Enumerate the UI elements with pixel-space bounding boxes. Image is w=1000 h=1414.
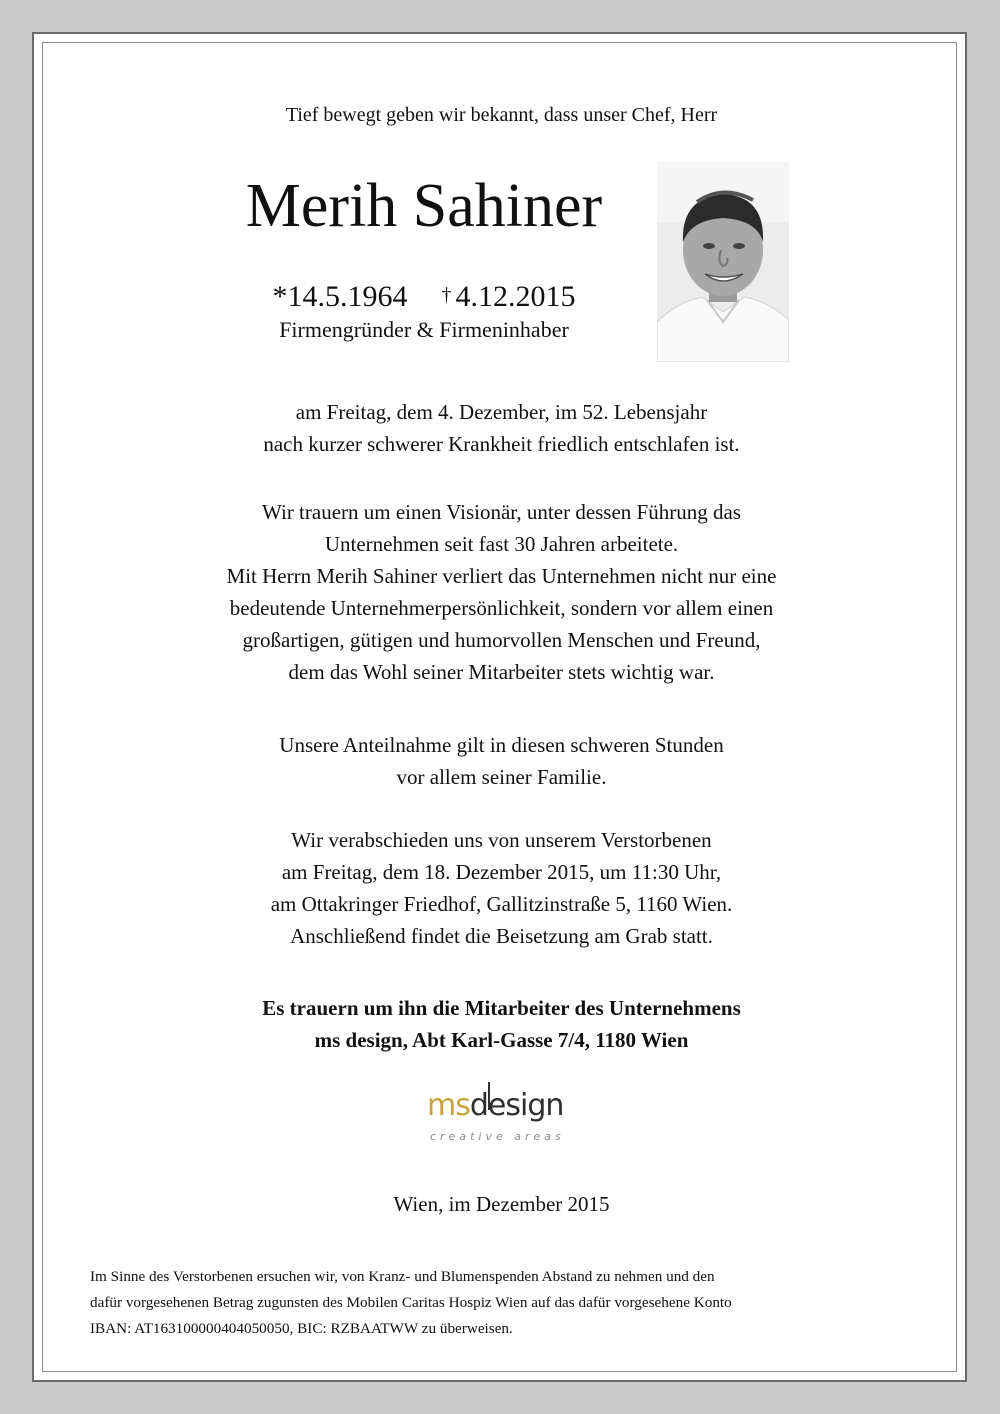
- death-date: 4.12.2015: [455, 280, 576, 313]
- paragraph-funeral: [34, 824, 969, 952]
- cross-symbol: †: [441, 284, 452, 306]
- paragraph-line: Wir trauern um einen Visionär, unter dessen Führung das: [262, 500, 741, 524]
- paragraph-line: bedeutende Unternehmerpersönlichkeit, sondern vor allem einen: [229, 596, 774, 620]
- paragraph-line: Unternehmen seit fast 30 Jahren arbeitete.: [324, 532, 679, 556]
- deceased-role: Firmengründer & Firmeninhaber: [279, 317, 569, 342]
- inner-frame: [42, 42, 957, 1372]
- paragraph-line: Wir verabschieden uns von unserem Verstorbenen: [291, 828, 712, 852]
- life-dates: [194, 280, 654, 314]
- paragraph-line: am Freitag, dem 18. Dezember 2015, um 11:30 Uhr,: [281, 860, 722, 884]
- paragraph-line: am Freitag, dem 4. Dezember, im 52. Lebensjahr: [295, 400, 708, 424]
- footer-line: dafür vorgesehenen Betrag zugunsten des Mobilen Caritas Hospiz Wien auf das dafür vorgesehene Konto: [90, 1294, 732, 1311]
- footer-line: Im Sinne des Verstorbenen ersuchen wir, von Kranz- und Blumenspenden Abstand zu nehmen und den: [90, 1268, 715, 1285]
- obituary-sheet: [32, 32, 967, 1382]
- intro-line: Tief bewegt geben wir bekannt, dass unser Chef, Herr: [285, 104, 718, 126]
- logo-ms: ms: [427, 1088, 470, 1123]
- paragraph-condolence: [34, 729, 969, 793]
- paragraph-line: dem das Wohl seiner Mitarbeiter stets wichtig war.: [288, 660, 715, 684]
- portrait-photo: [657, 162, 789, 362]
- paragraph-passing: [34, 396, 969, 460]
- footer-line: IBAN: AT163100000404050050, BIC: RZBAATWW zu überweisen.: [90, 1320, 513, 1337]
- paragraph-line: großartigen, gütigen und humorvollen Menschen und Freund,: [242, 628, 761, 652]
- logo-design: design: [469, 1088, 564, 1123]
- birth-date: *14.5.1964: [272, 280, 408, 313]
- company-logo: [34, 1082, 969, 1162]
- paragraph-line: am Ottakringer Friedhof, Gallitzinstraße 5, 1160 Wien.: [270, 892, 733, 916]
- mourners-block: [34, 992, 969, 1056]
- donation-note: [90, 1264, 930, 1342]
- paragraph-tribute: [34, 496, 969, 688]
- portrait-image: [657, 162, 789, 362]
- place-date: Wien, im Dezember 2015: [393, 1192, 610, 1216]
- paragraph-line: vor allem seiner Familie.: [396, 765, 607, 789]
- paragraph-line: Mit Herrn Merih Sahiner verliert das Unternehmen nicht nur eine: [226, 564, 777, 588]
- deceased-name: Merih Sahiner: [245, 172, 603, 240]
- paragraph-line: Unsere Anteilnahme gilt in diesen schweren Stunden: [279, 733, 724, 757]
- paragraph-line: Anschließend findet die Beisetzung am Grab statt.: [290, 924, 713, 948]
- logo-wordmark: [427, 1088, 563, 1123]
- mourners-line: Es trauern um ihn die Mitarbeiter des Unternehmens: [262, 996, 741, 1020]
- paragraph-line: nach kurzer schwerer Krankheit friedlich entschlafen ist.: [263, 432, 740, 456]
- mourners-line: ms design, Abt Karl-Gasse 7/4, 1180 Wien: [314, 1028, 689, 1052]
- logo-tagline: creative areas: [430, 1130, 565, 1143]
